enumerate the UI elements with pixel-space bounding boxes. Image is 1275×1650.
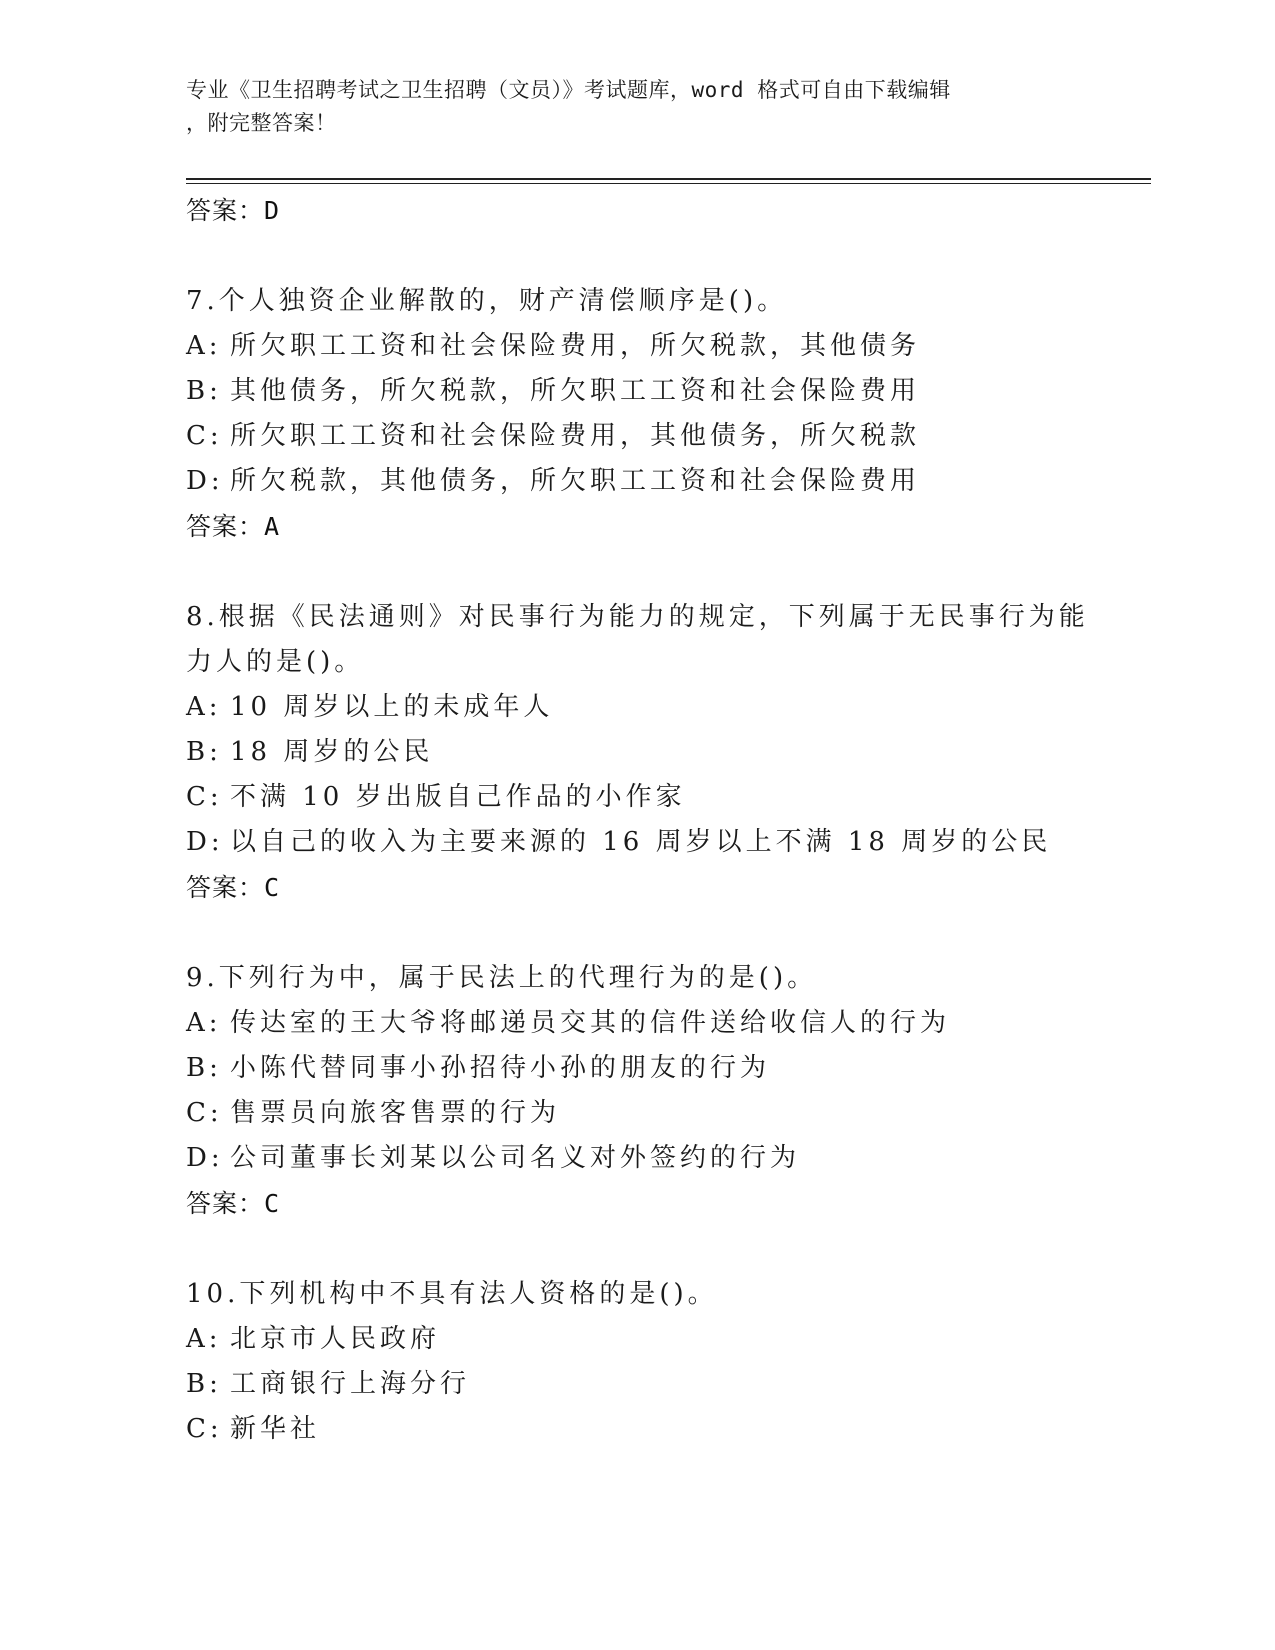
option-line [186, 414, 1146, 459]
option-label: D: [186, 827, 224, 857]
question-stem: 7.个人独资企业解散的，财产清偿顺序是()。 [186, 286, 788, 316]
option-label: A: [186, 1008, 222, 1038]
option-text: 10 周岁以上的未成年人 [230, 692, 554, 722]
option-line [186, 1091, 1146, 1136]
option-line [186, 775, 1146, 820]
question-block [186, 595, 1146, 910]
option-text: 其他债务，所欠税款，所欠职工工资和社会保险费用 [230, 376, 921, 406]
document-header [186, 74, 1086, 140]
header-divider-thin [186, 183, 1151, 184]
questions-container [186, 279, 1146, 1452]
option-text: 不满 10 岁出版自己作品的小作家 [230, 782, 686, 812]
answer-line: 答案：D [186, 196, 281, 225]
option-label: C: [186, 421, 223, 451]
option-text: 公司董事长刘某以公司名义对外签约的行为 [230, 1143, 801, 1173]
question-block [186, 279, 1146, 549]
option-text: 传达室的王大爷将邮递员交其的信件送给收信人的行为 [230, 1008, 951, 1038]
option-label: B: [186, 1053, 222, 1083]
option-line [186, 459, 1146, 504]
option-line [186, 1317, 1146, 1362]
option-label: A: [186, 692, 222, 722]
header-divider-thick [186, 178, 1151, 180]
answer-line: 答案：A [186, 512, 281, 541]
option-line [186, 1136, 1146, 1181]
option-text: 所欠税款，其他债务，所欠职工工资和社会保险费用 [230, 466, 921, 496]
option-text: 工商银行上海分行 [230, 1369, 471, 1399]
option-label: B: [186, 737, 222, 767]
option-line [186, 1046, 1146, 1091]
question-stem: 10.下列机构中不具有法人资格的是()。 [186, 1279, 718, 1309]
option-text: 18 周岁的公民 [230, 737, 434, 767]
option-label: C: [186, 782, 223, 812]
option-text: 以自己的收入为主要来源的 16 周岁以上不满 18 周岁的公民 [230, 827, 1052, 857]
option-text: 北京市人民政府 [230, 1324, 441, 1354]
question-block [186, 956, 1146, 1226]
option-label: B: [186, 1369, 222, 1399]
option-line [186, 1362, 1146, 1407]
option-text: 所欠职工工资和社会保险费用，所欠税款，其他债务 [230, 331, 921, 361]
option-line [186, 369, 1146, 414]
answer-line: 答案：C [186, 873, 281, 902]
question-stem: 8.根据《民法通则》对民事行为能力的规定，下列属于无民事行为能 [186, 602, 1089, 632]
option-label: C: [186, 1414, 223, 1444]
header-line-2: ，附完整答案！ [186, 111, 337, 135]
header-line-1: 专业《卫生招聘考试之卫生招聘（文员）》考试题库，word 格式可自由下载编辑 [186, 78, 951, 102]
option-label: A: [186, 1324, 222, 1354]
option-line [186, 730, 1146, 775]
option-label: C: [186, 1098, 223, 1128]
option-text: 小陈代替同事小孙招待小孙的朋友的行为 [230, 1053, 771, 1083]
question-list [186, 188, 1146, 1498]
question-stem: 力人的是()。 [186, 647, 365, 677]
question-stem: 9.下列行为中，属于民法上的代理行为的是()。 [186, 963, 818, 993]
option-line [186, 685, 1146, 730]
option-line [186, 1001, 1146, 1046]
question-block [186, 1272, 1146, 1452]
option-label: D: [186, 466, 224, 496]
option-text: 售票员向旅客售票的行为 [230, 1098, 561, 1128]
option-line [186, 1407, 1146, 1452]
option-label: A: [186, 331, 222, 361]
option-line [186, 820, 1146, 865]
answer-line: 答案：C [186, 1189, 281, 1218]
option-label: B: [186, 376, 222, 406]
option-text: 所欠职工工资和社会保险费用，其他债务，所欠税款 [230, 421, 921, 451]
option-text: 新华社 [230, 1414, 321, 1444]
option-line [186, 324, 1146, 369]
option-label: D: [186, 1143, 224, 1173]
